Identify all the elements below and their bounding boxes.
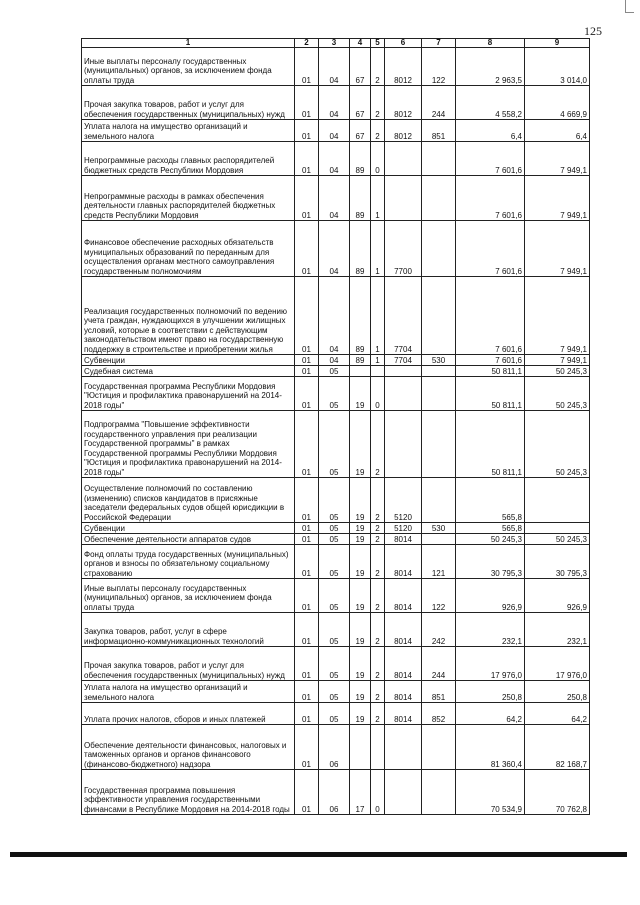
article-code-cell: 8012 <box>385 120 422 142</box>
program-code-cell: 19 <box>350 523 371 534</box>
subsection-code-cell: 04 <box>319 86 350 120</box>
amount-year2-cell: 232,1 <box>525 613 590 647</box>
expense-type-code-cell <box>422 142 456 176</box>
article-code-cell <box>385 725 422 770</box>
expense-type-code-cell <box>422 770 456 815</box>
subsection-code-cell: 04 <box>319 176 350 221</box>
row-name-cell: Непрограммные расходы главных распорядителей бюджетных средств Республики Мордовия <box>82 142 295 176</box>
row-name-cell: Осуществление полномочий по составлению (изменению) списков кандидатов в присяжные заседатели федеральных судов общей юрисдикции в Российской Федерации <box>82 478 295 523</box>
amount-year2-cell: 926,9 <box>525 579 590 613</box>
amount-year1-cell: 7 601,6 <box>456 221 525 277</box>
subprogram-code-cell: 2 <box>371 120 385 142</box>
section-code-cell: 01 <box>295 176 319 221</box>
table-row <box>82 355 590 366</box>
expense-type-code-cell: 851 <box>422 120 456 142</box>
article-code-cell <box>385 176 422 221</box>
row-name-cell: Иные выплаты персоналу государственных (муниципальных) органов, за исключением фонда оплаты труда <box>82 48 295 86</box>
amount-year2-cell: 17 976,0 <box>525 647 590 681</box>
expense-type-code-cell: 244 <box>422 86 456 120</box>
subsection-code-cell: 04 <box>319 221 350 277</box>
article-code-cell: 7704 <box>385 277 422 355</box>
amount-year1-cell: 30 795,3 <box>456 545 525 579</box>
row-name-cell: Финансовое обеспечение расходных обязательств муниципальных образований по переданным для осуществления органам местного самоуправления государственным полномочиям <box>82 221 295 277</box>
expense-type-code-cell: 121 <box>422 545 456 579</box>
program-code-cell: 17 <box>350 770 371 815</box>
section-code-cell: 01 <box>295 411 319 478</box>
section-code-cell: 01 <box>295 725 319 770</box>
expense-type-code-cell: 852 <box>422 703 456 725</box>
program-code-cell: 19 <box>350 579 371 613</box>
expense-type-code-cell: 122 <box>422 579 456 613</box>
table-row <box>82 411 590 478</box>
header-cell: 5 <box>371 39 385 48</box>
amount-year2-cell: 50 245,3 <box>525 366 590 377</box>
article-code-cell <box>385 142 422 176</box>
row-name-cell: Реализация государственных полномочий по ведению учета граждан, нуждающихся в улучшении жилищных условий, которые в соответствии с действующим законодательством имеют право на государственную поддержку в строительстве и приобретении жилья <box>82 277 295 355</box>
subsection-code-cell: 06 <box>319 770 350 815</box>
table-row <box>82 725 590 770</box>
subsection-code-cell: 04 <box>319 48 350 86</box>
expense-type-code-cell: 530 <box>422 355 456 366</box>
table-row <box>82 523 590 534</box>
row-name-cell: Иные выплаты персоналу государственных (муниципальных) органов, за исключением фонда оплаты труда <box>82 579 295 613</box>
section-code-cell: 01 <box>295 48 319 86</box>
subprogram-code-cell: 2 <box>371 613 385 647</box>
header-cell: 8 <box>456 39 525 48</box>
amount-year1-cell: 232,1 <box>456 613 525 647</box>
header-cell: 9 <box>525 39 590 48</box>
row-name-cell: Уплата налога на имущество организаций и земельного налога <box>82 681 295 703</box>
table-row <box>82 377 590 411</box>
section-code-cell: 01 <box>295 523 319 534</box>
program-code-cell <box>350 725 371 770</box>
expense-type-code-cell <box>422 366 456 377</box>
amount-year1-cell: 6,4 <box>456 120 525 142</box>
row-name-cell: Государственная программа Республики Мордовия "Юстиция и профилактика правонарушений на 2014-2018 годы" <box>82 377 295 411</box>
subsection-code-cell: 04 <box>319 355 350 366</box>
amount-year2-cell: 64,2 <box>525 703 590 725</box>
expense-type-code-cell: 242 <box>422 613 456 647</box>
table-row <box>82 176 590 221</box>
article-code-cell: 8014 <box>385 647 422 681</box>
amount-year2-cell: 3 014,0 <box>525 48 590 86</box>
expense-type-code-cell: 530 <box>422 523 456 534</box>
expense-type-code-cell: 244 <box>422 647 456 681</box>
subsection-code-cell: 05 <box>319 411 350 478</box>
article-code-cell: 8014 <box>385 703 422 725</box>
row-name-cell: Уплата налога на имущество организаций и земельного налога <box>82 120 295 142</box>
row-name-cell: Обеспечение деятельности аппаратов судов <box>82 534 295 545</box>
article-code-cell <box>385 770 422 815</box>
expense-type-code-cell <box>422 377 456 411</box>
program-code-cell: 19 <box>350 411 371 478</box>
article-code-cell: 8014 <box>385 579 422 613</box>
amount-year1-cell: 565,8 <box>456 478 525 523</box>
page-number: 125 <box>584 24 602 38</box>
article-code-cell <box>385 366 422 377</box>
subprogram-code-cell: 2 <box>371 534 385 545</box>
table-row <box>82 478 590 523</box>
table-row <box>82 120 590 142</box>
subprogram-code-cell: 1 <box>371 355 385 366</box>
subsection-code-cell: 04 <box>319 120 350 142</box>
section-code-cell: 01 <box>295 703 319 725</box>
section-code-cell: 01 <box>295 579 319 613</box>
amount-year1-cell: 926,9 <box>456 579 525 613</box>
section-code-cell: 01 <box>295 681 319 703</box>
row-name-cell: Прочая закупка товаров, работ и услуг для обеспечения государственных (муниципальных) нужд <box>82 86 295 120</box>
table-row <box>82 86 590 120</box>
table-row <box>82 545 590 579</box>
table-row <box>82 579 590 613</box>
article-code-cell: 8014 <box>385 545 422 579</box>
row-name-cell: Субвенции <box>82 355 295 366</box>
subprogram-code-cell: 2 <box>371 703 385 725</box>
row-name-cell: Государственная программа повышения эффективности управления государственными финансами в Республике Мордовия на 2014-2018 годы <box>82 770 295 815</box>
subprogram-code-cell <box>371 725 385 770</box>
amount-year2-cell <box>525 523 590 534</box>
subprogram-code-cell: 1 <box>371 221 385 277</box>
table-row <box>82 142 590 176</box>
article-code-cell <box>385 377 422 411</box>
subprogram-code-cell: 2 <box>371 411 385 478</box>
subsection-code-cell: 04 <box>319 142 350 176</box>
program-code-cell: 19 <box>350 534 371 545</box>
subprogram-code-cell: 2 <box>371 478 385 523</box>
program-code-cell: 89 <box>350 277 371 355</box>
program-code-cell: 19 <box>350 647 371 681</box>
amount-year1-cell: 81 360,4 <box>456 725 525 770</box>
amount-year2-cell: 250,8 <box>525 681 590 703</box>
amount-year2-cell: 4 669,9 <box>525 86 590 120</box>
section-code-cell: 01 <box>295 366 319 377</box>
section-code-cell: 01 <box>295 478 319 523</box>
subsection-code-cell: 05 <box>319 703 350 725</box>
header-cell: 3 <box>319 39 350 48</box>
expense-type-code-cell <box>422 534 456 545</box>
article-code-cell: 8012 <box>385 86 422 120</box>
table-row <box>82 770 590 815</box>
row-name-cell: Фонд оплаты труда государственных (муниципальных) органов и взносы по обязательному социальному страхованию <box>82 545 295 579</box>
program-code-cell: 19 <box>350 478 371 523</box>
program-code-cell: 19 <box>350 377 371 411</box>
expense-type-code-cell: 851 <box>422 681 456 703</box>
subsection-code-cell: 05 <box>319 681 350 703</box>
section-code-cell: 01 <box>295 647 319 681</box>
amount-year1-cell: 64,2 <box>456 703 525 725</box>
expense-type-code-cell <box>422 277 456 355</box>
expense-type-code-cell <box>422 411 456 478</box>
amount-year1-cell: 7 601,6 <box>456 355 525 366</box>
amount-year1-cell: 50 811,1 <box>456 366 525 377</box>
row-name-cell: Прочая закупка товаров, работ и услуг для обеспечения государственных (муниципальных) нужд <box>82 647 295 681</box>
program-code-cell: 89 <box>350 176 371 221</box>
header-cell: 1 <box>82 39 295 48</box>
table-row <box>82 613 590 647</box>
subprogram-code-cell: 2 <box>371 681 385 703</box>
header-cell: 4 <box>350 39 371 48</box>
subsection-code-cell: 05 <box>319 647 350 681</box>
subprogram-code-cell: 2 <box>371 545 385 579</box>
article-code-cell: 7704 <box>385 355 422 366</box>
amount-year1-cell: 50 811,1 <box>456 377 525 411</box>
program-code-cell: 19 <box>350 613 371 647</box>
article-code-cell <box>385 411 422 478</box>
article-code-cell: 8012 <box>385 48 422 86</box>
table-row <box>82 647 590 681</box>
amount-year2-cell: 7 949,1 <box>525 221 590 277</box>
table-row <box>82 48 590 86</box>
subsection-code-cell: 05 <box>319 545 350 579</box>
expense-type-code-cell <box>422 221 456 277</box>
expense-type-code-cell <box>422 478 456 523</box>
header-cell: 2 <box>295 39 319 48</box>
subprogram-code-cell: 2 <box>371 579 385 613</box>
section-code-cell: 01 <box>295 545 319 579</box>
article-code-cell: 8014 <box>385 681 422 703</box>
amount-year2-cell: 7 949,1 <box>525 355 590 366</box>
subsection-code-cell: 05 <box>319 613 350 647</box>
amount-year2-cell <box>525 478 590 523</box>
amount-year1-cell: 7 601,6 <box>456 277 525 355</box>
row-name-cell: Обеспечение деятельности финансовых, налоговых и таможенных органов и органов финансового (финансово-бюджетного) надзора <box>82 725 295 770</box>
program-code-cell: 89 <box>350 355 371 366</box>
budget-table <box>81 38 590 815</box>
section-code-cell: 01 <box>295 221 319 277</box>
article-code-cell: 8014 <box>385 613 422 647</box>
section-code-cell: 01 <box>295 120 319 142</box>
subprogram-code-cell: 2 <box>371 523 385 534</box>
table-row <box>82 366 590 377</box>
article-code-cell: 8014 <box>385 534 422 545</box>
section-code-cell: 01 <box>295 355 319 366</box>
article-code-cell: 5120 <box>385 523 422 534</box>
bottom-rule <box>10 852 627 857</box>
article-code-cell: 7700 <box>385 221 422 277</box>
amount-year2-cell: 50 245,3 <box>525 534 590 545</box>
subprogram-code-cell: 0 <box>371 142 385 176</box>
header-cell: 6 <box>385 39 422 48</box>
amount-year2-cell: 82 168,7 <box>525 725 590 770</box>
article-code-cell: 5120 <box>385 478 422 523</box>
table-row <box>82 681 590 703</box>
subprogram-code-cell: 2 <box>371 86 385 120</box>
table-row <box>82 703 590 725</box>
amount-year1-cell: 50 245,3 <box>456 534 525 545</box>
amount-year1-cell: 565,8 <box>456 523 525 534</box>
program-code-cell: 89 <box>350 221 371 277</box>
header-cell: 7 <box>422 39 456 48</box>
expense-type-code-cell <box>422 725 456 770</box>
program-code-cell: 67 <box>350 120 371 142</box>
subprogram-code-cell: 2 <box>371 48 385 86</box>
row-name-cell: Субвенции <box>82 523 295 534</box>
subsection-code-cell: 05 <box>319 579 350 613</box>
row-name-cell: Подпрограмма "Повышение эффективности государственного управления при реализации Государственной программы" в рамках Государственной программы Республики Мордовия "Юстиция и профилактика правонарушений на 2014-2018 годы" <box>82 411 295 478</box>
amount-year2-cell: 50 245,3 <box>525 411 590 478</box>
subsection-code-cell: 05 <box>319 366 350 377</box>
subprogram-code-cell: 2 <box>371 647 385 681</box>
amount-year2-cell: 7 949,1 <box>525 277 590 355</box>
subprogram-code-cell <box>371 366 385 377</box>
section-code-cell: 01 <box>295 534 319 545</box>
section-code-cell: 01 <box>295 277 319 355</box>
subprogram-code-cell: 1 <box>371 277 385 355</box>
expense-type-code-cell <box>422 176 456 221</box>
amount-year2-cell: 7 949,1 <box>525 142 590 176</box>
section-code-cell: 01 <box>295 142 319 176</box>
row-name-cell: Судебная система <box>82 366 295 377</box>
program-code-cell: 19 <box>350 545 371 579</box>
subprogram-code-cell: 0 <box>371 377 385 411</box>
amount-year2-cell: 6,4 <box>525 120 590 142</box>
amount-year1-cell: 70 534,9 <box>456 770 525 815</box>
amount-year1-cell: 7 601,6 <box>456 142 525 176</box>
amount-year2-cell: 70 762,8 <box>525 770 590 815</box>
section-code-cell: 01 <box>295 377 319 411</box>
expense-type-code-cell: 122 <box>422 48 456 86</box>
subprogram-code-cell: 0 <box>371 770 385 815</box>
amount-year2-cell: 30 795,3 <box>525 545 590 579</box>
amount-year2-cell: 50 245,3 <box>525 377 590 411</box>
amount-year1-cell: 4 558,2 <box>456 86 525 120</box>
table-row <box>82 534 590 545</box>
section-code-cell: 01 <box>295 770 319 815</box>
row-name-cell: Закупка товаров, работ, услуг в сфере информационно-коммуникационных технологий <box>82 613 295 647</box>
amount-year1-cell: 50 811,1 <box>456 411 525 478</box>
subsection-code-cell: 04 <box>319 277 350 355</box>
subsection-code-cell: 05 <box>319 377 350 411</box>
subprogram-code-cell: 1 <box>371 176 385 221</box>
program-code-cell: 67 <box>350 86 371 120</box>
row-name-cell: Непрограммные расходы в рамках обеспечения деятельности главных распорядителей бюджетных средств Республики Мордовия <box>82 176 295 221</box>
section-code-cell: 01 <box>295 613 319 647</box>
program-code-cell: 19 <box>350 681 371 703</box>
corner-mark <box>625 0 634 13</box>
amount-year1-cell: 17 976,0 <box>456 647 525 681</box>
table-header-row <box>82 39 590 48</box>
subsection-code-cell: 05 <box>319 534 350 545</box>
amount-year1-cell: 2 963,5 <box>456 48 525 86</box>
amount-year2-cell: 7 949,1 <box>525 176 590 221</box>
table-row <box>82 277 590 355</box>
program-code-cell <box>350 366 371 377</box>
subsection-code-cell: 05 <box>319 478 350 523</box>
section-code-cell: 01 <box>295 86 319 120</box>
subsection-code-cell: 06 <box>319 725 350 770</box>
subsection-code-cell: 05 <box>319 523 350 534</box>
table-row <box>82 221 590 277</box>
program-code-cell: 89 <box>350 142 371 176</box>
amount-year1-cell: 7 601,6 <box>456 176 525 221</box>
row-name-cell: Уплата прочих налогов, сборов и иных платежей <box>82 703 295 725</box>
amount-year1-cell: 250,8 <box>456 681 525 703</box>
program-code-cell: 67 <box>350 48 371 86</box>
program-code-cell: 19 <box>350 703 371 725</box>
